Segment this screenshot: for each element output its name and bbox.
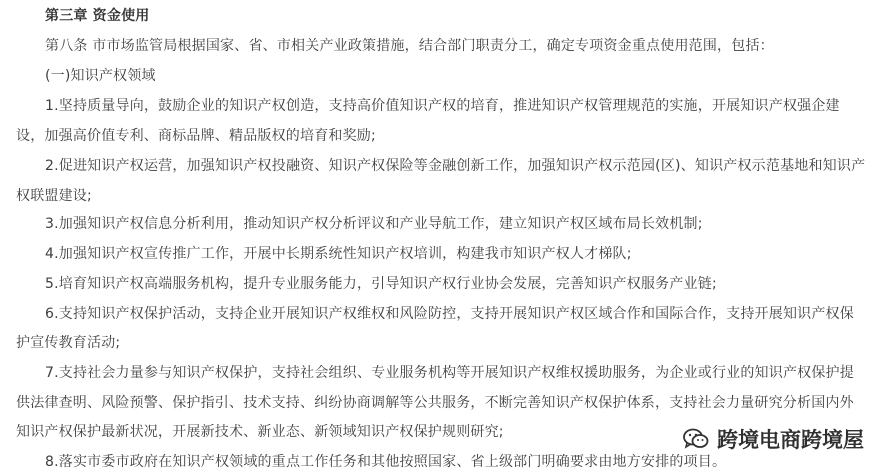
item-8-line-1: 8.落实市委市政府在知识产权领域的重点工作任务和其他按照国家、省上级部门明确要求由地方安排的项目。 bbox=[45, 454, 727, 470]
watermark-text: 跨境电商跨境屋 bbox=[717, 428, 864, 452]
item-3-line-1: 3.加强知识产权信息分析利用，推动知识产权分析评议和产业导航工作，建立知识产权区域布局长效机制; bbox=[45, 216, 703, 232]
section-heading: (一)知识产权领域 bbox=[45, 68, 156, 84]
item-7-line-2: 供法律查明、风险预警、保护指引、技术支持、纠纷协商调解等公共服务，不断完善知识产权保护体系，支持社会力量研究分析国内外 bbox=[16, 395, 854, 411]
item-6-line-2: 护宣传教育活动; bbox=[16, 335, 121, 351]
item-1-line-1: 1.坚持质量导向，鼓励企业的知识产权创造，支持高价值知识产权的培育，推进知识产权管理规范的实施，开展知识产权强企建 bbox=[45, 98, 840, 114]
item-2-line-2: 权联盟建设; bbox=[16, 188, 92, 204]
item-7-line-3: 知识产权保护最新状况，开展新技术、新业态、新领域知识产权保护规则研究; bbox=[16, 424, 504, 440]
item-6-line-1: 6.支持知识产权保护活动，支持企业开展知识产权维权和风险防控，支持开展知识产权区域合作和国际合作，支持开展知识产权保 bbox=[45, 306, 854, 322]
wechat-icon bbox=[683, 428, 709, 450]
watermark bbox=[683, 424, 864, 454]
item-7-line-1: 7.支持社会力量参与知识产权保护，支持社会组织、专业服务机构等开展知识产权维权援助服务，为企业或行业的知识产权保护提 bbox=[45, 365, 854, 381]
item-2-line-1: 2.促进知识产权运营，加强知识产权投融资、知识产权保险等金融创新工作，加强知识产权示范园(区)、知识产权示范基地和知识产 bbox=[45, 158, 866, 174]
chapter-title: 第三章 资金使用 bbox=[45, 8, 150, 24]
item-4-line-1: 4.加强知识产权宣传推广工作，开展中长期系统性知识产权培训，构建我市知识产权人才梯队; bbox=[45, 246, 632, 262]
article-intro: 第八条 市市场监管局根据国家、省、市相关产业政策措施，结合部门职责分工，确定专项资金重点使用范围，包括： bbox=[45, 38, 774, 54]
item-1-line-2: 设，加强高价值专利、商标品牌、精品版权的培育和奖励; bbox=[16, 128, 376, 144]
item-5-line-1: 5.培育知识产权高端服务机构，提升专业服务能力，引导知识产权行业协会发展，完善知识产权服务产业链; bbox=[45, 276, 717, 292]
